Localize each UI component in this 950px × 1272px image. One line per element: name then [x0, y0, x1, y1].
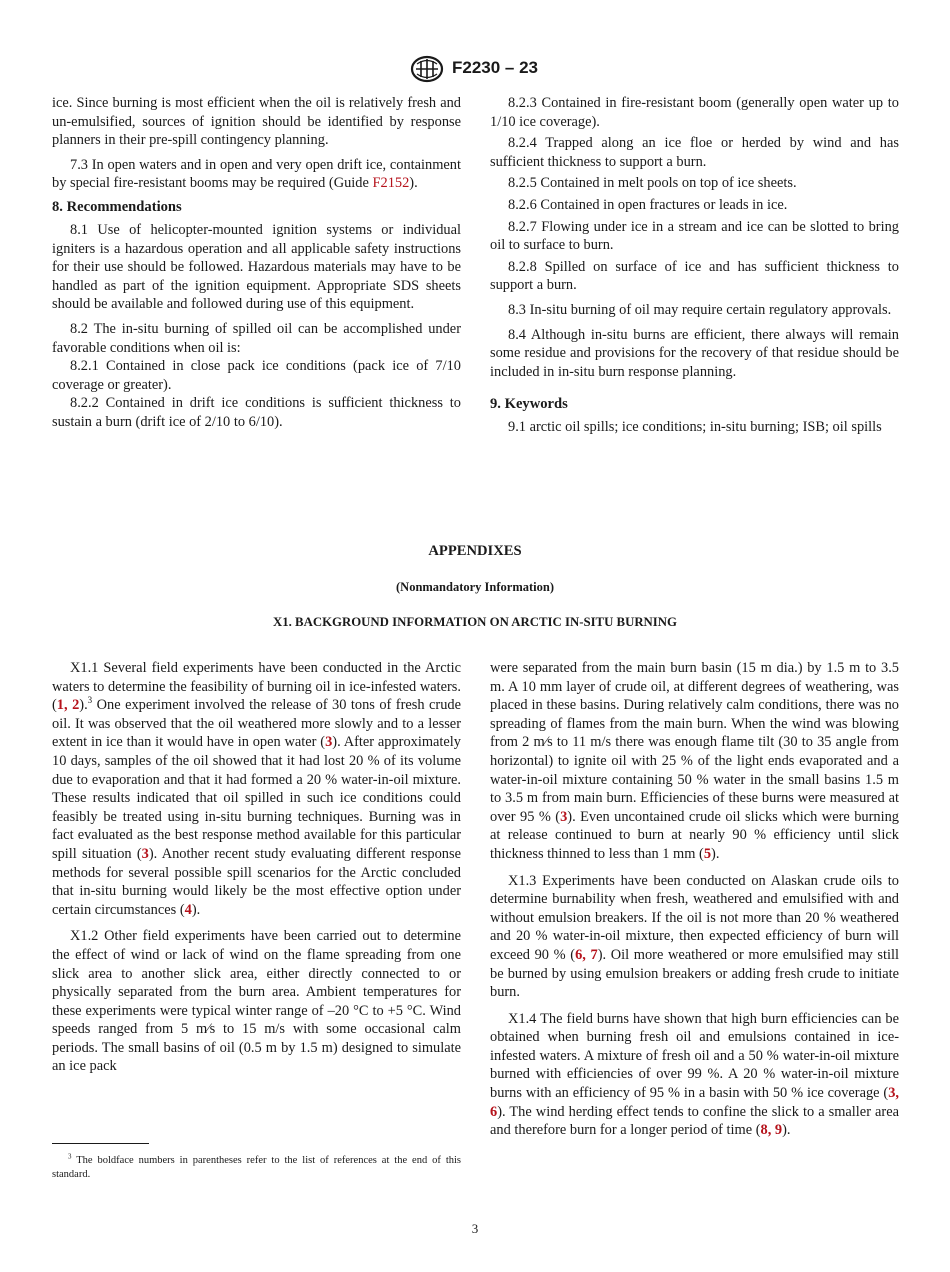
ref-link-6-7[interactable]: 6, 7 [575, 946, 598, 963]
paragraph-x1-2: X1.2 Other field experiments have been carried out to determine the effect of wind or lack of wind on the flame spreading from one slick area to another slick area, either directly connected to or physically separated from the burn area. Ambient temperatures for these experiments were typical winter range of –20 °C to +5 °C. Wind speeds ranged from 5 m⁄s to 15 m/s with some occasional calm periods. The small basins of oil (0.5 m by 1.5 m) designed to simulate an ice pack [52, 928, 461, 1075]
right-column-top [490, 94, 899, 437]
right-column-bottom [490, 659, 899, 1140]
paragraph-x1-4: X1.4 The field burns have shown that high burn efficiencies can be obtained when burning fresh oil and emulsions contained in ice-infested waters. A mixture of fresh oil and a 50 % water-in-oil mixture burned with efficiencies of over 99 %. A 20 % water-in-oil mixture burns with an efficiency of 95 % in a basin with 50 % ice coverage (3, 6). The wind herding effect tends to confine the slick to a smaller area and therefore burn for a longer period of time (8, 9). [490, 1010, 899, 1139]
paragraph-8-2-1: 8.2.1 Contained in close pack ice conditions (pack ice of 7/10 coverage or greater). [52, 358, 461, 393]
paragraph-9-1: 9.1 arctic oil spills; ice conditions; in-situ burning; ISB; oil spills [508, 419, 882, 436]
section-8-heading: 8. Recommendations [52, 198, 182, 215]
guide-link[interactable]: F2152 [372, 175, 410, 192]
footnote-mark: 3 [87, 695, 93, 706]
ref-link-3b[interactable]: 3 [141, 845, 149, 862]
ref-link-3c[interactable]: 3 [560, 808, 568, 825]
ref-link-5[interactable]: 5 [703, 845, 712, 862]
ref-link-8-9[interactable]: 8, 9 [760, 1122, 783, 1139]
paragraph-8-2-8: 8.2.8 Spilled on surface of ice and has sufficient thickness to support a burn. [490, 258, 899, 294]
ref-link-3-6[interactable]: 3, 6 [490, 1085, 899, 1120]
ref-link-2[interactable]: 2 [72, 697, 80, 714]
paragraph-8-2-3: 8.2.3 Contained in fire-resistant boom (generally open water up to 1/10 ice coverage). [490, 95, 899, 130]
paragraph-8-1: 8.1 Use of helicopter-mounted ignition systems or individual igniters is a hazardous operation and all applicable safety instructions for their use should be followed. Hazardous materials may have to be handled as part of the ignition equipment. Appropriate SDS sheets should be available and followed during use of this equipment. [52, 221, 461, 313]
paragraph-8-2: 8.2 The in-situ burning of spilled oil can be accomplished under favorable conditions when oil is: [52, 320, 461, 356]
page-number: 3 [471, 1221, 479, 1236]
paragraph-x1-3: X1.3 Experiments have been conducted on Alaskan crude oils to determine burnability when fresh, weathered and emulsified with and without emulsion breakers. If the oil is not more than 20 % weathered and 20 % water-in-oil mixture, then expected efficiency of burn will exceed 90 % (6, 7). Oil more weathered or more emulsified may still be burned by using emulsion breakers or adding fresh crude to initiate burn. [490, 872, 900, 1001]
paragraph-8-2-6: 8.2.6 Contained in open fractures or leads in ice. [508, 196, 788, 213]
paragraph-x1-1: X1.1 Several field experiments have been conducted in the Arctic waters to determine the feasibility of burning oil in ice-infested waters. (1, 2).$^3$ One experiment involved the release of 30 tons of fresh crude oil. It was observed that the oil weathered more slowly and to a lesser extent in ice than it would have in open water (3). After approximately 10 days, samples of the oil showed that it had lost 20 % of its volume due to evaporation and that it had formed a 20 % water-in-oil mixture. These results indicated that oil spilled in such ice conditions could feasibly be treated using in-situ burning techniques. Burning was in fact evaluated as the best response method available for this particular spill situation (3). Another recent study evaluating different response methods for several possible spill scenarios for the Arctic concluded that in-situ burning would likely be the most effective option under certain circumstances (4). [52, 660, 461, 918]
paragraph-8-4: 8.4 Although in-situ burns are efficient, there always will remain some residue and provisions for the recovery of that residue should be included in in-situ burn response planning. [490, 326, 899, 380]
paragraph-8-3: 8.3 In-situ burning of oil may require certain regulatory approvals. [508, 301, 892, 318]
left-column-top [52, 94, 461, 432]
ref-link-1[interactable]: 1 [56, 697, 64, 714]
footnote: $^3$ The boldface numbers in parentheses refer to the list of references at the end of this standard. [52, 1152, 461, 1180]
paragraph-7-2-cont: ice. Since burning is most efficient when the oil is relatively fresh and un-emulsified, sources of ignition should be identified by response planners in their pre-spill contingency planning. [52, 95, 461, 149]
left-column-bottom [52, 659, 461, 1076]
paragraph-7-3: 7.3 In open waters and in open and very open drift ice, containment by special fire-resistant booms may be required (Guide F2152). [52, 156, 461, 192]
astm-logo [410, 55, 444, 83]
paragraph-8-2-2: 8.2.2 Contained in drift ice conditions is sufficient thickness to sustain a burn (drift ice of 2/10 to 6/10). [52, 395, 461, 430]
section-9-heading: 9. Keywords [490, 396, 568, 413]
ref-link-3[interactable]: 3 [325, 734, 333, 751]
footnote-rule [52, 1143, 149, 1144]
ref-link-4[interactable]: 4 [184, 901, 192, 918]
appendixes-title: APPENDIXES [428, 543, 522, 559]
designation: F2230 – 23 [452, 58, 539, 77]
paragraph-x1-2-cont: were separated from the main burn basin (15 m dia.) by 1.5 m to 3.5 m. A 10 mm layer of crude oil, at different degrees of weathering, was placed in these basins. During relatively calm conditions, there was no spreading of flames from the main burn. When the wind was blowing from 2 m⁄s to 11 m/s there was enough flame tilt (30 to 35 angle from horizontal) to ignite oil with 25 % of the light ends evaporated and a water-in-oil mixture containing 50 % water in the small basins 1.5 m to 3.5 m from main burn. Efficiencies of these burns were measured at over 95 % (3). Even uncontained crude oil slicks which were burning at release continued to burn at nearly 90 % efficiency until slick thickness thinned to less than 1 mm (5). [490, 660, 899, 862]
appendix-x1-title: X1. BACKGROUND INFORMATION ON ARCTIC IN-SITU BURNING [273, 615, 677, 629]
paragraph-8-2-5: 8.2.5 Contained in melt pools on top of ice sheets. [508, 175, 797, 192]
document-header [0, 55, 950, 85]
appendix-subtitle: (Nonmandatory Information) [396, 580, 554, 594]
paragraph-8-2-7: 8.2.7 Flowing under ice in a stream and ice can be slotted to bring oil to surface to burn. [490, 218, 899, 254]
paragraph-8-2-4: 8.2.4 Trapped along an ice floe or herded by wind and has sufficient thickness to support a burn. [490, 135, 899, 170]
